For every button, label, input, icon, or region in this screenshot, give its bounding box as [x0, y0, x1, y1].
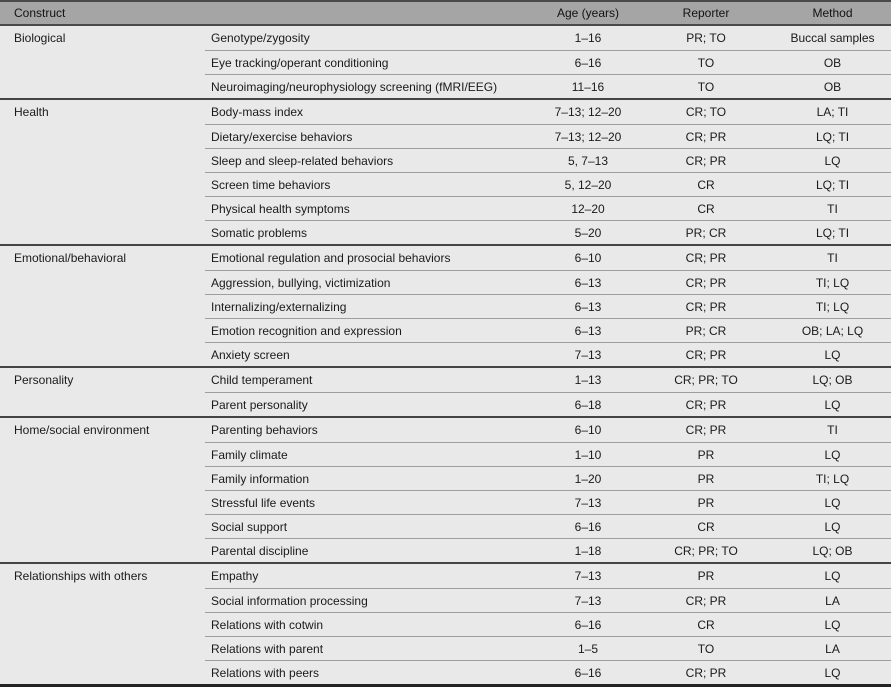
construct-section: [0, 366, 891, 416]
construct-section: [0, 416, 891, 562]
construct-label: Health: [14, 105, 49, 119]
construct-section: [0, 562, 891, 684]
row-age: 12–20: [571, 201, 605, 216]
column-header-age: Age (years): [556, 6, 620, 20]
row-topic: Screen time behaviors: [211, 177, 331, 192]
row-age: 5, 7–13: [567, 153, 609, 168]
row-method: TI: [827, 201, 838, 216]
table-row: [205, 442, 891, 466]
row-reporter: CR; PR: [685, 251, 727, 265]
row-topic: Neuroimaging/neurophysiology screening (fMRI/EEG): [211, 79, 498, 94]
row-topic: Eye tracking/operant conditioning: [211, 55, 389, 70]
row-reporter: CR; PR: [685, 665, 727, 680]
row-age: 1–13: [574, 373, 602, 387]
row-reporter: CR: [697, 201, 715, 216]
table-row: [205, 660, 891, 684]
row-reporter: PR: [697, 569, 715, 583]
row-topic: Emotion recognition and expression: [211, 323, 402, 338]
row-method: LA: [825, 593, 840, 608]
table-row: [205, 196, 891, 220]
row-method: LQ: [824, 617, 841, 632]
table-row: [205, 466, 891, 490]
table-row: [205, 100, 891, 124]
row-reporter: CR; PR: [685, 593, 727, 608]
row-reporter: PR: [697, 471, 715, 486]
row-age: 5–20: [574, 225, 602, 240]
row-topic: Sleep and sleep-related behaviors: [211, 153, 394, 168]
row-age: 1–10: [574, 447, 602, 462]
table-row: [205, 490, 891, 514]
table-row: [205, 220, 891, 244]
row-age: 6–16: [574, 665, 602, 680]
row-reporter: CR; PR: [685, 299, 727, 314]
row-reporter: PR: [697, 495, 715, 510]
row-reporter: TO: [697, 641, 715, 656]
row-reporter: CR: [697, 519, 715, 534]
row-age: 6–13: [574, 299, 602, 314]
row-method: Buccal samples: [790, 31, 875, 45]
row-topic: Emotional regulation and prosocial behaviors: [211, 251, 451, 265]
table-row: [205, 318, 891, 342]
row-method: LQ: [824, 397, 841, 412]
row-method: OB; LA; LQ: [801, 323, 864, 338]
table-row: [205, 418, 891, 442]
row-age: 1–18: [574, 543, 602, 558]
row-topic: Social support: [211, 519, 288, 534]
row-topic: Dietary/exercise behaviors: [211, 129, 353, 144]
row-topic: Internalizing/externalizing: [211, 299, 347, 314]
row-age: 7–13; 12–20: [554, 105, 622, 119]
row-method: OB: [823, 79, 842, 94]
row-age: 6–13: [574, 323, 602, 338]
row-age: 7–13: [574, 593, 602, 608]
table-row: [205, 538, 891, 562]
column-header-method: Method: [812, 6, 853, 20]
row-method: OB: [823, 55, 842, 70]
row-method: LQ: [824, 347, 841, 362]
table-row: [205, 148, 891, 172]
row-method: LA; TI: [816, 105, 849, 119]
table-body: [0, 26, 891, 684]
construct-section: [0, 98, 891, 244]
row-topic: Relations with peers: [211, 665, 320, 680]
table-row: [205, 392, 891, 416]
row-topic: Empathy: [211, 569, 259, 583]
row-method: TI; LQ: [815, 299, 850, 314]
row-method: TI; LQ: [815, 471, 850, 486]
table-row: [205, 270, 891, 294]
row-reporter: PR; TO: [686, 31, 726, 45]
row-age: 7–13; 12–20: [554, 129, 622, 144]
row-method: LQ: [824, 495, 841, 510]
row-topic: Family information: [211, 471, 310, 486]
construct-label: Emotional/behavioral: [14, 251, 127, 265]
row-method: LQ; OB: [812, 543, 853, 558]
row-method: TI: [827, 423, 838, 437]
row-age: 1–20: [574, 471, 602, 486]
table-row: [205, 368, 891, 392]
column-header-construct: Construct: [14, 6, 66, 20]
section-rows: [205, 368, 891, 416]
row-method: LA: [825, 641, 840, 656]
row-topic: Parental discipline: [211, 543, 309, 558]
row-age: 7–13: [574, 569, 602, 583]
table-row: [205, 514, 891, 538]
row-reporter: CR; PR; TO: [674, 373, 738, 387]
construct-section: [0, 244, 891, 366]
section-rows: [205, 418, 891, 562]
row-reporter: CR; TO: [685, 105, 727, 119]
row-age: 6–16: [574, 617, 602, 632]
row-reporter: CR: [697, 617, 715, 632]
table-row: [205, 74, 891, 98]
row-reporter: PR; CR: [685, 323, 727, 338]
row-reporter: PR; CR: [685, 225, 727, 240]
row-topic: Somatic problems: [211, 225, 308, 240]
construct-label: Home/social environment: [14, 423, 150, 437]
table-row: [205, 172, 891, 196]
row-topic: Genotype/zygosity: [211, 31, 310, 45]
section-rows: [205, 246, 891, 366]
construct-label: Personality: [14, 373, 74, 387]
row-reporter: CR; PR: [685, 275, 727, 290]
table-row: [205, 50, 891, 74]
row-age: 7–13: [574, 347, 602, 362]
row-age: 1–5: [577, 641, 599, 656]
row-age: 6–10: [574, 251, 602, 265]
row-age: 7–13: [574, 495, 602, 510]
row-age: 6–13: [574, 275, 602, 290]
row-method: LQ: [824, 153, 841, 168]
row-method: TI; LQ: [815, 275, 850, 290]
row-age: 6–16: [574, 55, 602, 70]
construct-label: Relationships with others: [14, 569, 148, 583]
row-reporter: TO: [697, 79, 715, 94]
row-reporter: CR; PR: [685, 397, 727, 412]
row-method: LQ: [824, 447, 841, 462]
row-reporter: CR: [697, 177, 715, 192]
table-row: [205, 124, 891, 148]
table-row: [205, 636, 891, 660]
row-topic: Anxiety screen: [211, 347, 290, 362]
table-row: [205, 342, 891, 366]
row-age: 5, 12–20: [564, 177, 612, 192]
table-header-row: [0, 0, 891, 26]
row-topic: Child temperament: [211, 373, 313, 387]
construct-section: [0, 26, 891, 98]
section-rows: [205, 100, 891, 244]
row-method: LQ: [824, 665, 841, 680]
row-topic: Parent personality: [211, 397, 308, 412]
row-topic: Family climate: [211, 447, 288, 462]
row-reporter: CR; PR: [685, 347, 727, 362]
row-topic: Body-mass index: [211, 105, 304, 119]
row-age: 6–16: [574, 519, 602, 534]
section-rows: [205, 564, 891, 684]
row-method: LQ; TI: [815, 129, 850, 144]
table-row: [205, 246, 891, 270]
table-row: [205, 564, 891, 588]
row-reporter: PR: [697, 447, 715, 462]
row-method: LQ; OB: [812, 373, 853, 387]
table-row: [205, 588, 891, 612]
row-topic: Stressful life events: [211, 495, 316, 510]
row-age: 6–10: [574, 423, 602, 437]
row-topic: Relations with cotwin: [211, 617, 324, 632]
construct-label: Biological: [14, 31, 66, 45]
row-topic: Aggression, bullying, victimization: [211, 275, 391, 290]
table-row: [205, 612, 891, 636]
row-method: LQ: [824, 569, 841, 583]
row-topic: Parenting behaviors: [211, 423, 318, 437]
table-row: [205, 26, 891, 50]
row-method: TI: [827, 251, 838, 265]
column-header-reporter: Reporter: [682, 6, 730, 20]
row-method: LQ; TI: [815, 177, 850, 192]
row-age: 6–18: [574, 397, 602, 412]
row-topic: Relations with parent: [211, 641, 324, 656]
row-age: 11–16: [571, 79, 605, 94]
row-age: 1–16: [574, 31, 602, 45]
table-row: [205, 294, 891, 318]
row-reporter: CR; PR: [685, 153, 727, 168]
row-method: LQ: [824, 519, 841, 534]
row-topic: Physical health symptoms: [211, 201, 350, 216]
section-rows: [205, 26, 891, 98]
row-reporter: CR; PR; TO: [674, 543, 738, 558]
row-method: LQ; TI: [815, 225, 850, 240]
row-topic: Social information processing: [211, 593, 368, 608]
row-reporter: CR; PR: [685, 129, 727, 144]
row-reporter: TO: [697, 55, 715, 70]
row-reporter: CR; PR: [685, 423, 727, 437]
